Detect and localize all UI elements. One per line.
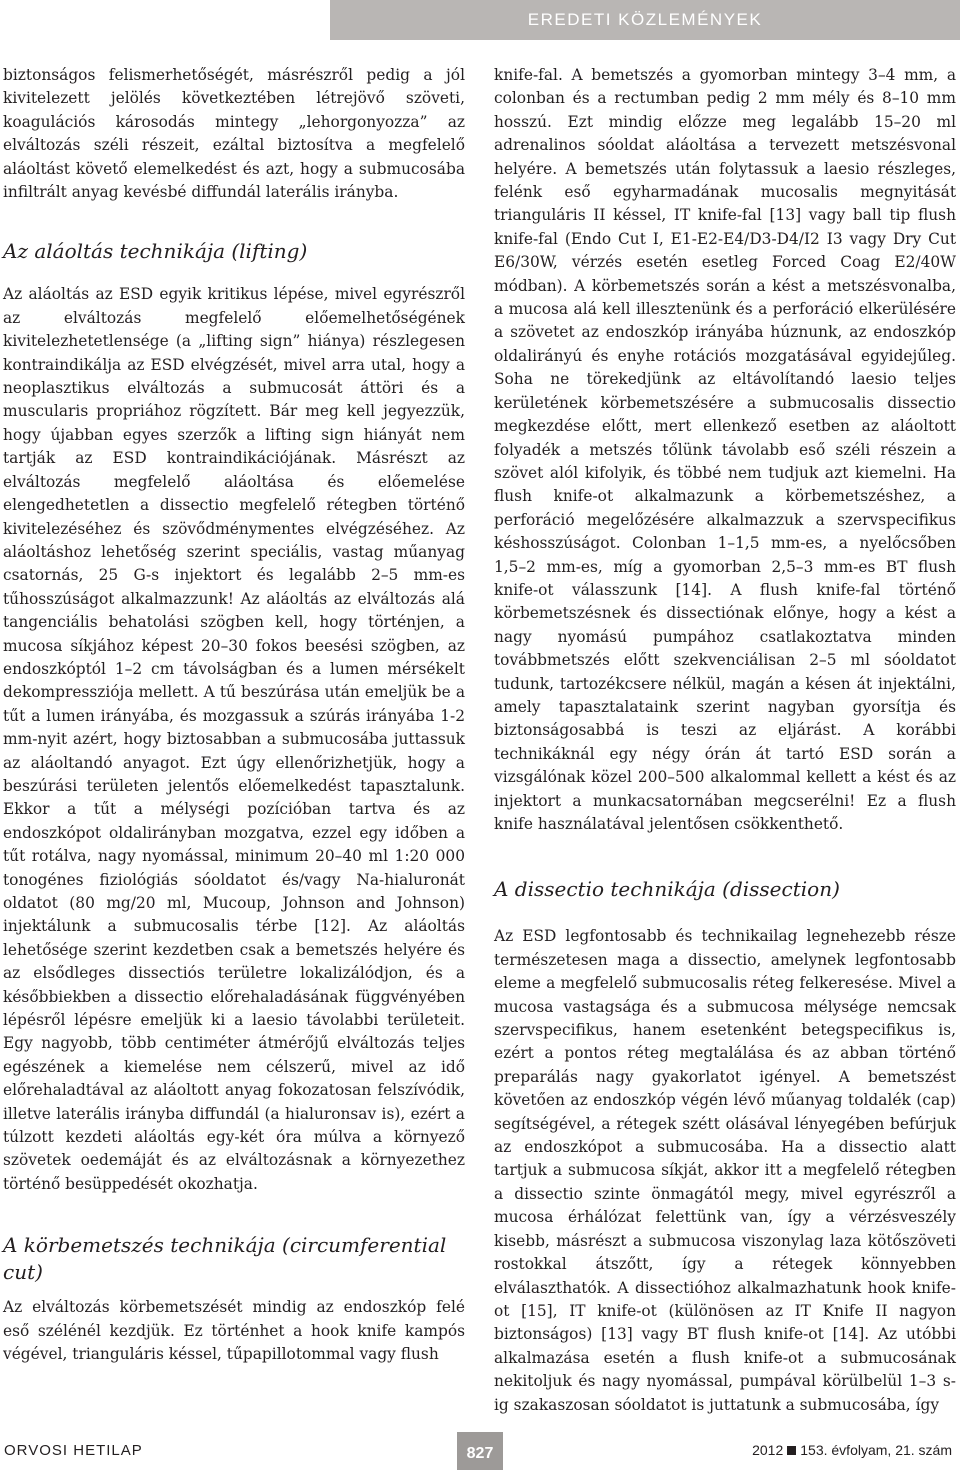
right-column <box>494 64 956 1417</box>
page-number: 827 <box>457 1432 503 1470</box>
lifting-paragraph: Az aláoltás az ESD egyik kritikus lépése, mivel egyrészről az elváltozás megfelelő előemelhetőségének kivitelezhetetlensége (a „lifting sign” hiánya) részlegesen kontraindikálja az ESD elvégzését, mivel arra utal, hogy a neoplasztikus elváltozás a submucosát áttöri és a muscularis propriához rögzített. Bár meg kell jegyezzük, hogy újabban egyes szerzők a lifting sign hiányát nem tartják az ESD kontraindikációjának. Másrészt az elváltozás megfelelő aláoltása és előemelése elengedhetetlen a dissectio megfelelő rétegben történő kivitelezéséhez és szövődménymentes elvégzéséhez. Az aláoltáshoz lehetőség szerint speciális, vastag műanyag csatornás, 25 G-s injektort és legalább 2–5 mm-es tűhosszúságot alkalmazzunk! Az aláoltás az elváltozás alá tangenciális behatolási szögben kell, hogy történjen, a mucosa síkjához képest 20–30 fokos beesési szögben, az endoszkóptól 1–2 cm távolságban és a lumen mérsékelt dekompressziója mellett. A tű beszúrása után emeljük be a tűt a lumen irányába, és mozgassuk a szúrás irányába 1-2 mm-nyit azért, hogy biztosabban a submucosába juttassuk az aláoltandó anyagot. Ezt úgy ellenőrizhetjük, hogy a beszúrási területen jelentős előemelkedést tapasztalunk. Ekkor a tűt a mélységi pozícióban tartva és az endoszkópot oldalirányban mozgatva, ezzel egy időben a tűt rotálva, nagy nyomással, minimum 20–40 ml 1:20 000 tonogénes fiziológiás sóoldatot és/vagy Na-hialuronát oldatot (80 mg/20 ml, Mucoup, Johnson and Johnson) injektálunk a submucosalis térbe [12]. Az aláoltás lehetősége szerint kezdetben csak a bemetszés helyére és az elsődleges dissectiós területre lokalizálódjon, és a későbbiekben a dissectio előrehaladásának függvényében lépésről lépésre emeljük ki a laesio távolabbi területeit. Egy nagyobb, több centiméter átmérőjű elváltozás teljes egészének a kiemelése nem célszerű, mivel az idő előrehaladtával az aláoltott anyag fokozatosan felszívódik, illetve laterális irányba diffundál (a hialuronsav is), ezért a túlzott kezdeti aláoltás egy-két óra múlva a környező szövetek oedemáját és az elváltozásnak a környezethez történő besüppedését okozhatja. <box>3 285 465 1193</box>
dissectio-heading: A dissectio technikája (dissection) <box>494 877 840 902</box>
lifting-heading: Az aláoltás technikája (lifting) <box>3 239 308 264</box>
intro-paragraph: biztonságos felismerhetőségét, másrészről pedig a jól kivitelezett jelölés következtében létrejövő szöveti, koagulációs károsodás mintegy „lehorgonyozza” az elváltozás széli részeit, ezáltal biztosítva a megfelelő aláoltást követő elemelkedést és azt, hogy a submucosába infiltrált anyag kevésbé diffundál laterális irányba. <box>3 66 465 202</box>
volume-issue: 153. évfolyam, 21. szám <box>800 1442 952 1458</box>
dissectio-paragraph: Az ESD legfontosabb és technikailag legnehezebb része természetesen maga a dissectio, amelynek legfontosabb eleme a megfelelő submucosalis réteg felkeresése. Mivel a mucosa vastagsága és a submucosa mélysége nemcsak szervspecifikus, hanem esetenként betegspecifikus is, ezért a pontos réteg megtalálása és az abban történő preparálás nagy gyakorlatot igényel. A bemetszést követően az endoszkóp végén lévő műanyag toldalék (cap) segítségével, a rétegek szétt olásával lényegében befúrjuk az endoszkópot a submucosába. Ha a dissectio alatt tartjuk a submucosa síkját, akkor itt a megfelelő rétegben a dissectio szinte önmagától megy, mivel egyrészről a mucosa érhálózat felettünk van, így a vérzésveszély kisebb, másrészt a submucosa viszonylag laza kötőszöveti rostokkal átszőtt, így a rétegek könnyebben elválaszthatók. A dissectióhoz alkalmazhatunk hook knife-ot [15], IT knife-ot (különösen az IT Knife II nagyon biztonságos) [13] vagy BT flush knife-ot [14]. Az utóbbi alkalmazása esetén a flush knife-ot a submucosának nekitoljuk és nagy nyomással, pumpával körülbelül 1–3 s-ig szakaszosan sóoldatot is juttatunk a submucosába, így <box>494 927 956 1414</box>
page-footer <box>0 1432 960 1470</box>
square-separator-icon <box>787 1446 796 1455</box>
year: 2012 <box>752 1442 784 1458</box>
header-band <box>330 0 960 40</box>
left-column <box>3 64 465 1367</box>
journal-name: ORVOSI HETILAP <box>4 1442 143 1459</box>
circumferential-paragraph: Az elváltozás körbemetszését mindig az endoszkóp felé eső szélénél kezdjük. Ez történhet a hook knife kampós végével, trianguláris késsel, tűpapillotommal vagy flush <box>3 1298 465 1364</box>
circumferential-heading: A körbemetszés technikája (circumferential cut) <box>3 1233 447 1285</box>
section-title: EREDETI KÖZLEMÉNYEK <box>527 10 763 29</box>
circumferential-continued-paragraph: knife-fal. A bemetszés a gyomorban mintegy 3–4 mm, a colonban és a rectumban pedig 2 mm mély és 8–10 mm hosszú. Ezt mindig előzze meg legalább 15–20 ml adrenalinos sóoldat aláoltása a tervezett metszésvonal helyére. A bemetszés után folytassuk a laesio részleges, felénk eső egyharmadának mucosalis megnyitását trianguláris II késsel, IT knife-fal [13] vagy ball tip flush knife-fal (Endo Cut I, E1-E2-E4/D3-D4/I2 I3 vagy Dry Cut E6/30W, vérzés esetén esetleg Forced Coag E2/40W módban). A körbemetszés során a kést a metszésvonalba, a mucosa alá kell illesztenünk és a perforáció elkerülésére a szövetet az endoszkóp irányába húznunk, az endoszkóp oldalirányú és enyhe rotációs mozgatásával egyidejűleg. Soha ne törekedjünk az eltávolítandó laesio teljes kerületének körbemetszésére a submucosalis dissectio megkezdése előtt, mert ellenkező esetben az aláoltott folyadék a metszés tőlünk távolabb eső széli részein a szövet alól kifolyik, és többé nem tudjuk azt kiemelni. Ha flush knife-ot alkalmazunk a körbemetszéshez, a perforáció megelőzésére alkalmazzuk a szervspecifikus késhosszúságot. Colonban 1–1,5 mm-es, a nyelőcsőben 1,5–2 mm-es, míg a gyomorban 2,5–3 mm-es BT flush knife-ot válasszunk [14]. A flush knife-fal történő körbemetszésnek és dissectiónak előnye, hogy a kést a nagy nyomású pumpához csatlakoztatva minden továbbmetszés előtt szekvenciálisan 2–5 ml sóoldatot tudunk, tartozékcsere nélkül, magán a késen át injektálni, amely tapasztalataink szerint nagyban gyorsítja és biztonságosabbá is teszi az eljárást. A korábbi technikáknál egy négy órán át tartó ESD során a vizsgálónak közel 200–500 alkalommal kellett a kést és az injektort a munkacsatornában megcserélni! Ez a flush knife használatával jelentősen csökkenthető. <box>494 66 956 833</box>
issue-info <box>752 1442 952 1458</box>
